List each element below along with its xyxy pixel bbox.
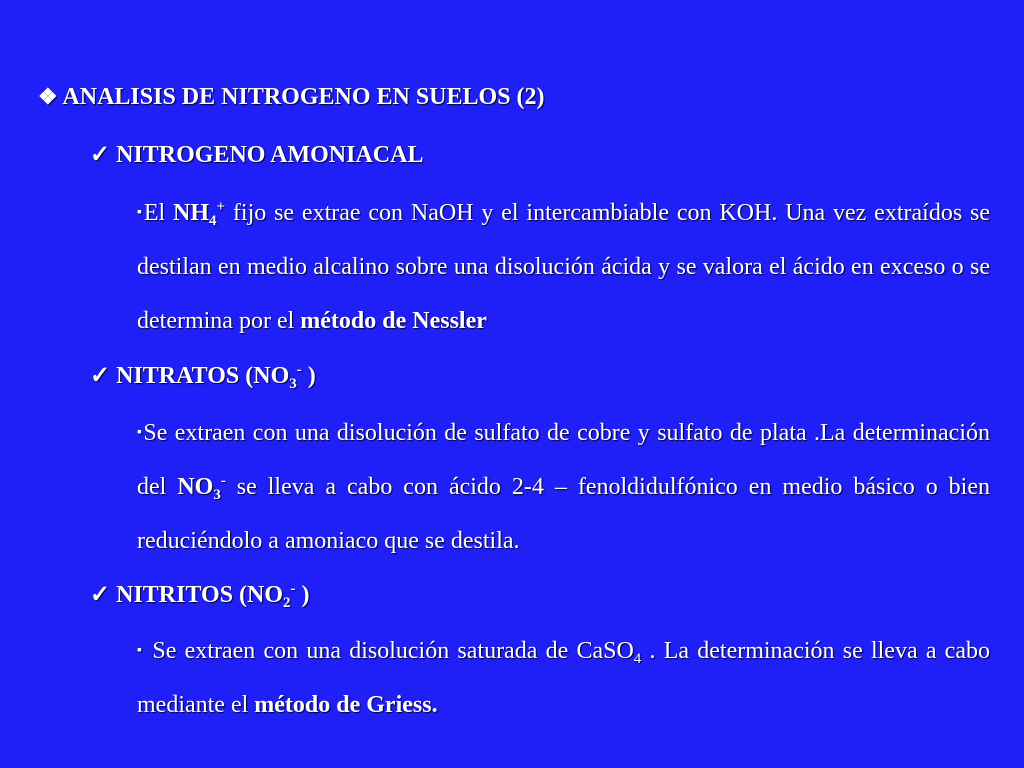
formula-text: NH <box>173 200 209 226</box>
formula-superscript: + <box>216 199 226 215</box>
checkmark-icon: ✓ <box>90 363 111 389</box>
formula-subscript: 3 <box>213 487 221 503</box>
para-text: Se extraen con una disolución saturada de CaSO <box>144 638 634 664</box>
heading-subscript: 2 <box>283 595 291 611</box>
para-text: fijo se extrae con NaOH y el intercambiable con KOH. Una vez extraídos se destilan en medio alcalino sobre una disolución ácida y se valora el ácido en exceso o se determina por el <box>137 200 990 334</box>
heading-superscript: - <box>296 362 302 378</box>
formula-subscript: 4 <box>633 651 642 667</box>
heading-text: ) <box>295 582 310 608</box>
formula-text: NO <box>177 474 214 500</box>
para-text: se lleva a cabo con ácido 2-4 – fenoldidulfónico en medio básico o bien reduciéndolo a amoniaco que se destila. <box>137 474 990 554</box>
section-heading-nitritos <box>90 580 310 609</box>
para-bold-text: método de Griess. <box>254 692 438 718</box>
section-heading-amoniacal <box>90 140 423 169</box>
slide-title <box>38 84 545 111</box>
heading-text: NITRATOS (NO <box>116 363 290 389</box>
slide-title-text: ANALISIS DE NITROGENO EN SUELOS (2) <box>62 84 545 110</box>
section-heading-nitratos <box>90 361 316 390</box>
square-bullet-icon: ▪ <box>137 425 144 440</box>
ammonium-formula <box>173 199 226 229</box>
heading-text: ) <box>301 363 316 389</box>
para-bold-text: método de Nessler <box>300 308 487 334</box>
section-heading-text <box>116 362 316 392</box>
section-heading-text: NITROGENO AMONIACAL <box>116 142 424 168</box>
heading-superscript: - <box>290 581 296 597</box>
formula-subscript: 4 <box>209 213 217 229</box>
nitrate-formula <box>177 473 226 503</box>
paragraph-amoniacal <box>137 186 990 348</box>
square-bullet-icon: ▪ <box>137 205 144 220</box>
checkmark-icon: ✓ <box>90 142 111 168</box>
paragraph-nitritos <box>137 624 990 732</box>
paragraph-nitratos <box>137 406 990 568</box>
heading-subscript: 3 <box>289 376 297 392</box>
diamond-bullet-icon: ❖ <box>38 84 58 109</box>
square-bullet-icon: ▪ <box>137 643 145 658</box>
formula-superscript: - <box>220 473 226 489</box>
para-text: . La determinación se lleva a cabo mediante el <box>137 638 990 718</box>
heading-text: NITRITOS (NO <box>116 582 284 608</box>
para-text: Se extraen con una disolución de sulfato de cobre y sulfato de plata .La determinación del <box>137 420 990 500</box>
section-heading-text <box>116 581 310 611</box>
para-text: El <box>143 200 173 226</box>
checkmark-icon: ✓ <box>90 582 111 608</box>
